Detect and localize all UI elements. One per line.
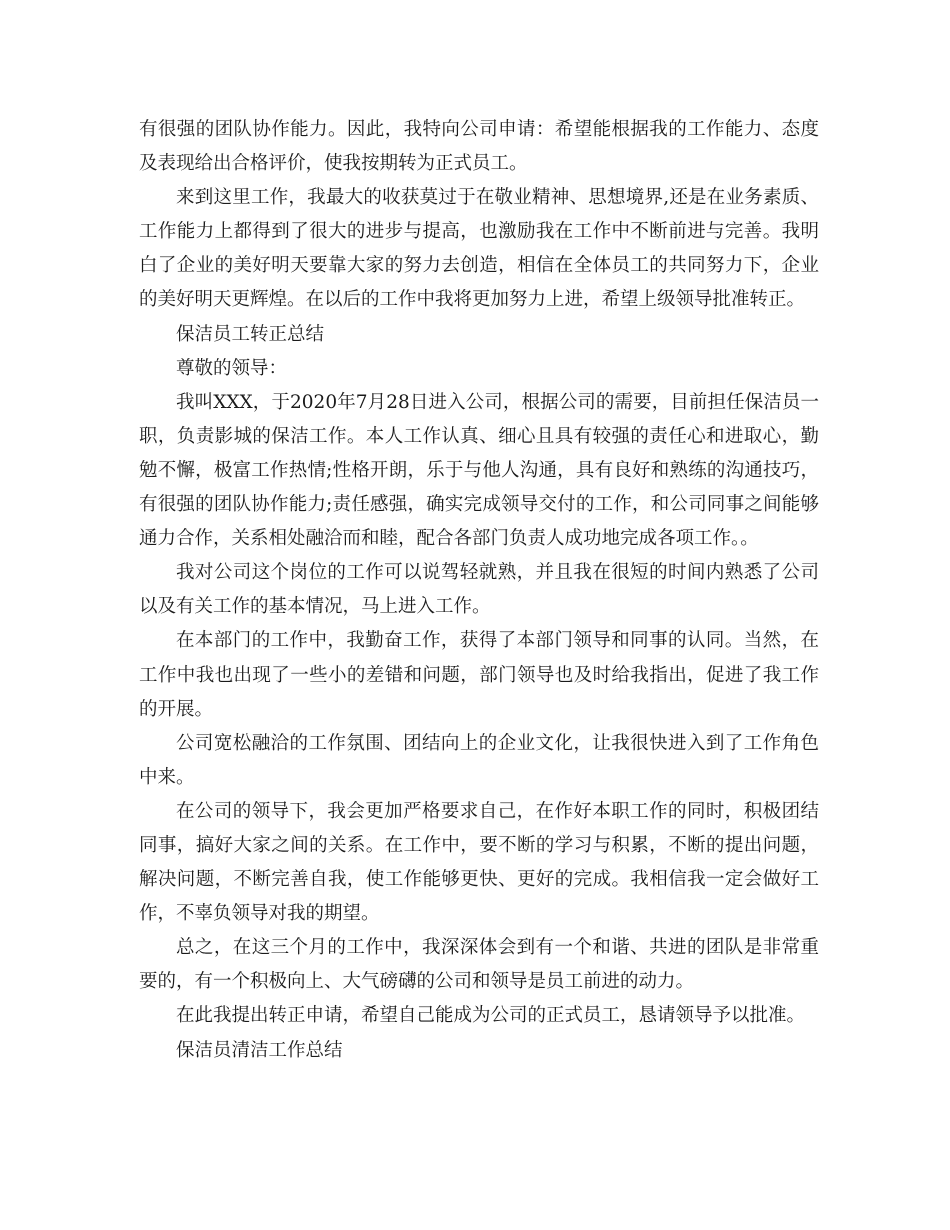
section-heading-probation-summary: 保洁员工转正总结 bbox=[176, 323, 325, 345]
paragraph-introduction: 我叫XXX，于2020年7月28日进入公司，根据公司的需要，目前担任保洁员一职，负责影城的保洁工作。本人工作认真、细心且具有较强的责任心和进取心，勤勉不懈，极富工作热情;性格开朗，乐于与他人沟通，具有良好和熟练的沟通技巧，有很强的团队协作能力;责任感强，确实完成领导交付的工作，和公司同事之间能够通力合作，关系相处融洽而和睦，配合各部门负责人成功地完成各项工作。。 bbox=[139, 391, 819, 550]
document-body bbox=[139, 113, 819, 1068]
paragraph-department-work: 在本部门的工作中，我勤奋工作，获得了本部门领导和同事的认同。当然，在工作中我也出现了一些小的差错和问题，部门领导也及时给我指出，促进了我工作的开展。 bbox=[139, 630, 819, 720]
paragraph-continuation: 有很强的团队协作能力。因此，我特向公司申请：希望能根据我的工作能力、态度及表现给出合格评价，使我按期转为正式员工。 bbox=[139, 119, 819, 175]
section-heading-cleaning-summary: 保洁员清洁工作总结 bbox=[176, 1039, 343, 1061]
paragraph-culture: 公司宽松融洽的工作氛围、团结向上的企业文化，让我很快进入到了工作角色中来。 bbox=[139, 732, 819, 788]
paragraph-request: 在此我提出转正申请，希望自己能成为公司的正式员工，恳请领导予以批准。 bbox=[176, 1005, 806, 1027]
paragraph-harvest: 来到这里工作，我最大的收获莫过于在敬业精神、思想境界,还是在业务素质、工作能力上都得到了很大的进步与提高，也激励我在工作中不断前进与完善。我明白了企业的美好明天要靠大家的努力去创造，相信在全体员工的共同努力下，企业的美好明天更辉煌。在以后的工作中我将更加努力上进，希望上级领导批准转正。 bbox=[139, 187, 819, 311]
paragraph-commitment: 在公司的领导下，我会更加严格要求自己，在作好本职工作的同时，积极团结同事，搞好大家之间的关系。在工作中，要不断的学习与积累，不断的提出问题，解决问题，不断完善自我，使工作能够更快、更好的完成。我相信我一定会做好工作，不辜负领导对我的期望。 bbox=[139, 800, 819, 925]
paragraph-familiarity: 我对公司这个岗位的工作可以说驾轻就熟，并且我在很短的时间内熟悉了公司以及有关工作的基本情况，马上进入工作。 bbox=[139, 562, 819, 618]
salutation: 尊敬的领导： bbox=[176, 357, 288, 379]
paragraph-conclusion: 总之，在这三个月的工作中，我深深体会到有一个和谐、共进的团队是非常重要的，有一个积极向上、大气磅礴的公司和领导是员工前进的动力。 bbox=[139, 937, 819, 993]
